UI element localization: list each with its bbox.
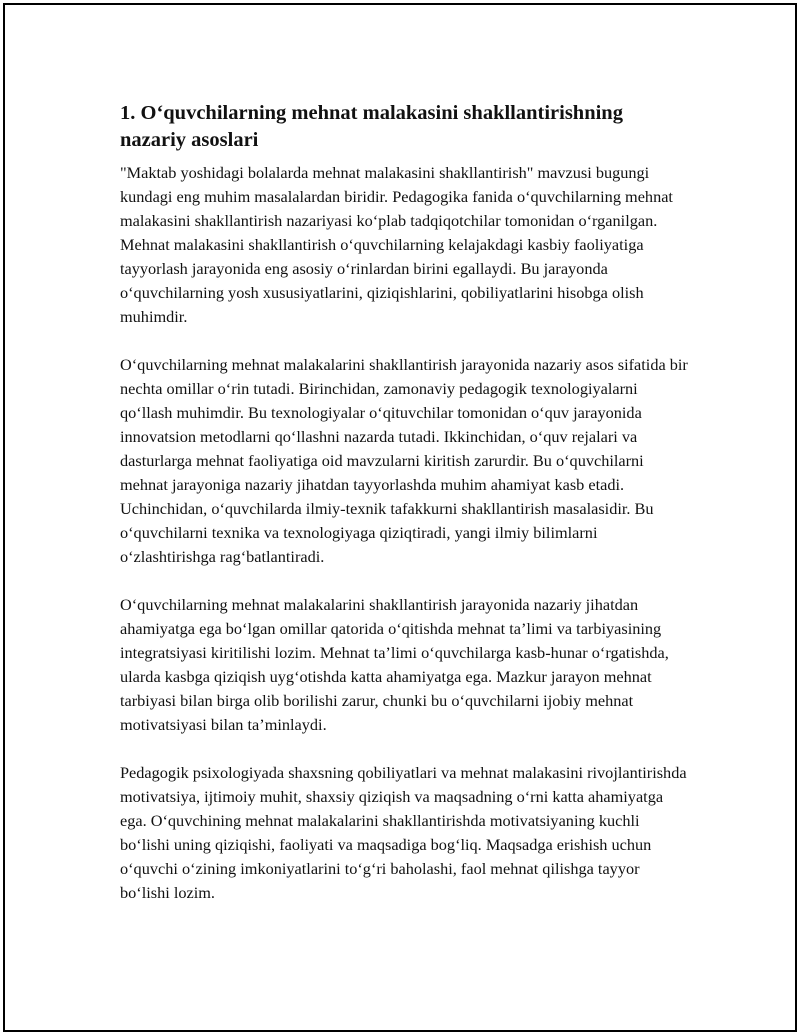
paragraph-4: Pedagogik psixologiyada shaxsning qobiliyatlari va mehnat malakasini rivojlantirishda motivatsiya, ijtimoiy muhit, shaxsiy qiziqish va maqsadning o‘rni katta ahamiyatga ega. O‘quvchining mehnat malakalarini shakllantirishda motivatsiyaning kuchli bo‘lishi uning qiziqishi, faoliyati va maqsadiga bog‘liq. Maqsadga erishish uchun o‘quvchi o‘zining imkoniyatlarini to‘g‘ri baholashi, faol mehnat qilishga tayyor bo‘lishi lozim.: [120, 763, 687, 902]
paragraph-1: "Maktab yoshidagi bolalarda mehnat malakasini shakllantirish" mavzusi bugungi kundagi eng muhim masalalardan biridir. Pedagogika fanida o‘quvchilarning mehnat malakasini shakllantirish nazariyasi ko‘plab tadqiqotchilar tomonidan o‘rganilgan. Mehnat malakasini shakllantirish o‘quvchilarning kelajakdagi kasbiy faoliyatiga tayyorlash jarayonida eng asosiy o‘rinlardan birini egallaydi. Bu jarayonda o‘quvchilarning yosh xususiyatlarini, qiziqishlarini, qobiliyatlarini hisobga olish muhimdir.: [120, 163, 673, 326]
document-body: [120, 100, 690, 929]
paragraph-3: O‘quvchilarning mehnat malakalarini shakllantirish jarayonida nazariy jihatdan ahamiyatga ega bo‘lgan omillar qatorida o‘qitishda mehnat ta’limi va tarbiyasining integratsiyasi kiritilishi lozim. Mehnat ta’limi o‘quvchilarga kasb-hunar o‘rgatishda, ularda kasbga qiziqish uyg‘otishda katta ahamiyatga ega. Mazkur jarayon mehnat tarbiyasi bilan birga olib borilishi zarur, chunki bu o‘quvchilarni ijobiy mehnat motivatsiyasi bilan ta’minlaydi.: [120, 595, 669, 734]
page-frame: [3, 3, 797, 1032]
section-heading: 1. O‘quvchilarning mehnat malakasini shakllantirishning nazariy asoslari: [120, 102, 623, 151]
paragraph-2: O‘quvchilarning mehnat malakalarini shakllantirish jarayonida nazariy asos sifatida bir nechta omillar o‘rin tutadi. Birinchidan, zamonaviy pedagogik texnologiyalarni qo‘llash muhimdir. Bu texnologiyalar o‘qituvchilar tomonidan o‘quv jarayonida innovatsion metodlarni qo‘llashni nazarda tutadi. Ikkinchidan, o‘quv rejalari va dasturlarga mehnat faoliyatiga oid mavzularni kiritish zarurdir. Bu o‘quvchilarni mehnat jarayoniga nazariy jihatdan tayyorlashda muhim ahamiyat kasb etadi. Uchinchidan, o‘quvchilarda ilmiy-texnik tafakkurni shakllantirish masalasidir. Bu o‘quvchilarni texnika va texnologiyaga qiziqtiradi, yangi ilmiy bilimlarni o‘zlashtirishga rag‘batlantiradi.: [120, 355, 688, 566]
